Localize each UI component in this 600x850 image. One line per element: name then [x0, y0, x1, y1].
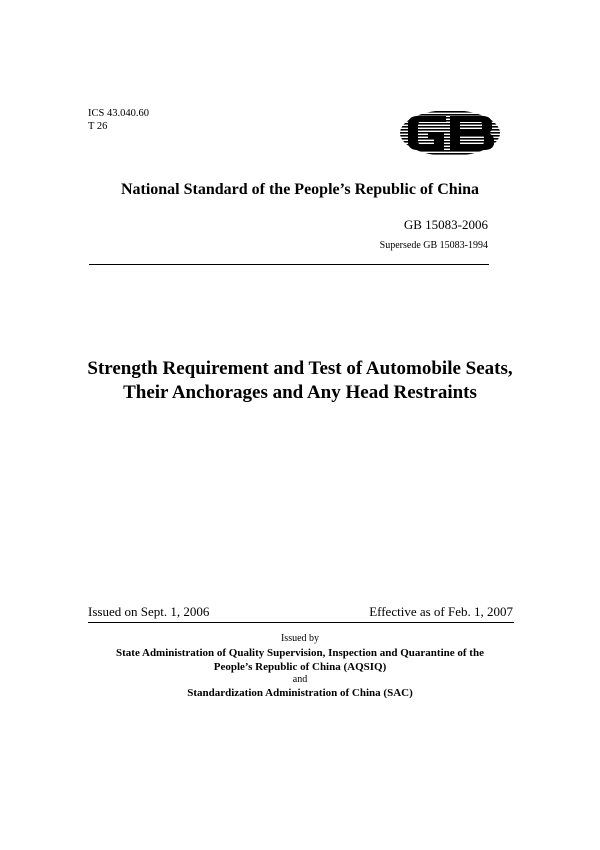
ics-code: ICS 43.040.60	[88, 108, 149, 119]
document-title-line-2: Their Anchorages and Any Head Restraints	[123, 382, 477, 403]
national-standard-title: National Standard of the People’s Republic of China	[120, 181, 480, 198]
effective-date: Effective as of Feb. 1, 2007	[369, 604, 513, 619]
issued-by-label: Issued by	[280, 633, 320, 644]
document-title	[0, 357, 600, 405]
standard-number: GB 15083-2006	[403, 217, 488, 232]
header-divider	[89, 264, 489, 265]
issue-date: Issued on Sept. 1, 2006	[88, 604, 210, 619]
issuing-authorities	[0, 632, 600, 700]
and-connector: and	[292, 674, 308, 685]
class-code: T 26	[88, 121, 108, 132]
footer-divider	[88, 622, 514, 623]
supersede-note: Supersede GB 15083-1994	[379, 240, 488, 251]
issuer-sac: Standardization Administration of China (SAC)	[187, 687, 413, 699]
classification-codes	[88, 107, 149, 133]
gb-logo-graphic	[398, 108, 502, 158]
document-title-line-1: Strength Requirement and Test of Automobile Seats,	[87, 358, 513, 379]
gb-logo	[398, 108, 502, 158]
issuer-aqsiq-line-2: People’s Republic of China (AQSIQ)	[213, 661, 387, 673]
issuer-aqsiq-line-1: State Administration of Quality Supervision, Inspection and Quarantine of the	[116, 647, 484, 659]
